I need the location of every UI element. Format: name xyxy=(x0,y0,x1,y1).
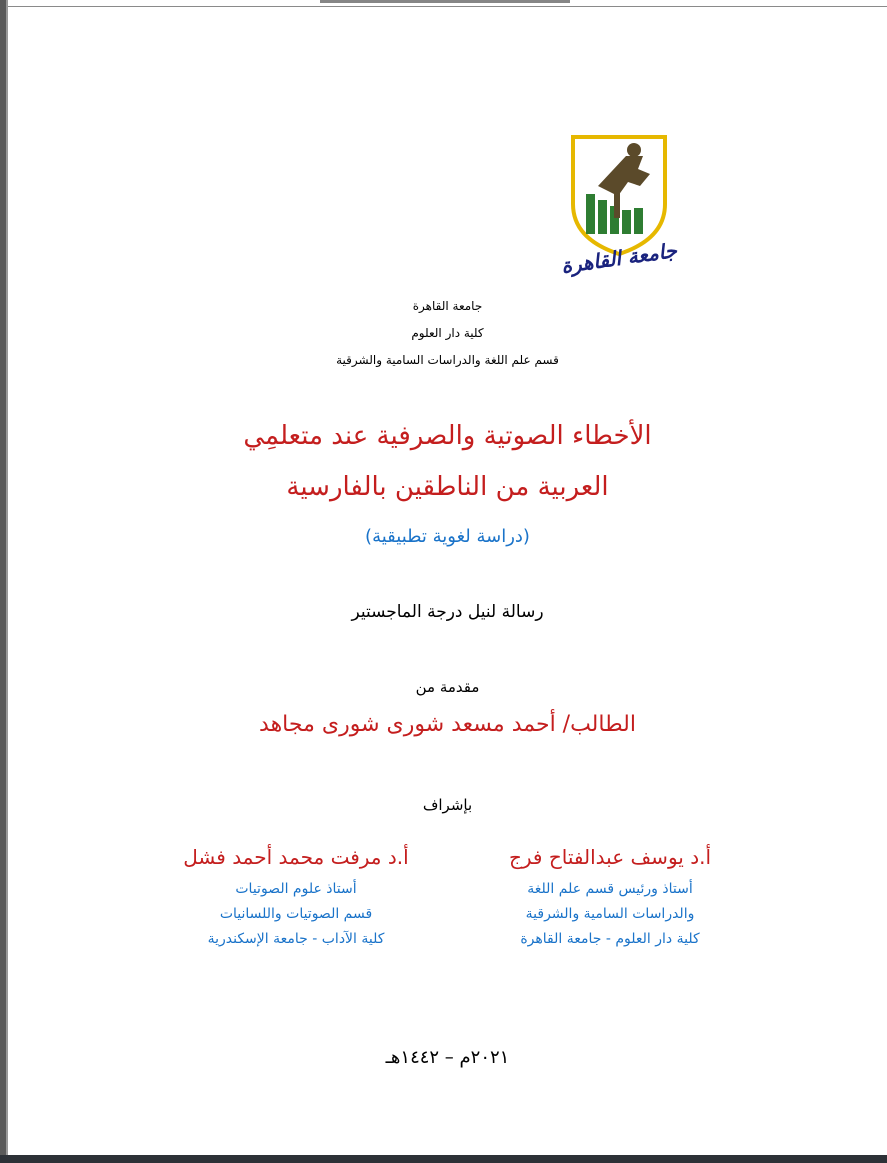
supervisor-2-dept: قسم الصوتيات واللسانيات xyxy=(219,906,373,922)
student-name: الطالب/ أحمد مسعد شورى شورى مجاهد xyxy=(259,712,636,737)
supervisor-1-title: أستاذ ورئيس قسم علم اللغة xyxy=(527,881,693,897)
university-name: جامعة القاهرة xyxy=(412,299,483,313)
supervisor-2-title: أستاذ علوم الصوتيات xyxy=(235,881,357,897)
supervisor-1-name: أ.د يوسف عبدالفتاح فرج xyxy=(508,845,712,869)
taskbar-strip xyxy=(0,1155,887,1163)
supervision-label: بإشراف xyxy=(422,796,473,814)
presented-by: مقدمة من xyxy=(415,678,480,696)
thesis-subtitle: (دراسة لغوية تطبيقية) xyxy=(365,526,530,547)
document-page xyxy=(8,7,887,1155)
supervisor-2 xyxy=(146,845,446,952)
department-name: قسم علم اللغة والدراسات السامية والشرقية xyxy=(336,353,559,367)
university-logo xyxy=(559,134,679,299)
top-strip xyxy=(320,0,570,3)
supervisor-1 xyxy=(460,845,760,952)
thesis-title-line1: الأخطاء الصوتية والصرفية عند متعلمِي xyxy=(243,421,652,451)
supervisor-1-affiliation: كلية دار العلوم - جامعة القاهرة xyxy=(520,931,700,947)
supervisor-2-affiliation: كلية الآداب - جامعة الإسكندرية xyxy=(207,931,385,947)
date-line: ٢٠٢١م – ١٤٤٢هـ xyxy=(385,1047,510,1068)
faculty-name: كلية دار العلوم xyxy=(411,326,484,340)
degree-line: رسالة لنيل درجة الماجستير xyxy=(351,602,544,622)
supervisor-2-name: أ.د مرفت محمد أحمد فشل xyxy=(183,845,409,869)
thesis-title-line2: العربية من الناطقين بالفارسية xyxy=(286,472,609,502)
supervisor-1-dept: والدراسات السامية والشرقية xyxy=(525,906,695,922)
logo-text: جامعة القاهرة xyxy=(559,238,679,278)
